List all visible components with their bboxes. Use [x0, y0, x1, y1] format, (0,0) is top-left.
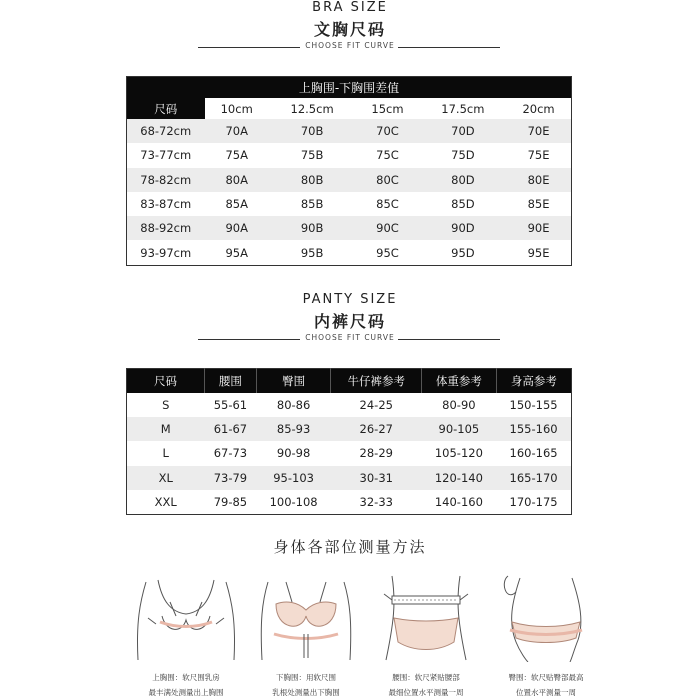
bra-size: 90B	[269, 216, 355, 240]
bra-size: 95A	[225, 245, 248, 260]
bra-size: 95D	[451, 245, 475, 260]
panty-subtitle: CHOOSE FIT CURVE	[305, 333, 395, 342]
upper-bust-figure	[126, 572, 246, 662]
panty-cell: S	[162, 398, 170, 413]
bra-size: 70D	[420, 119, 506, 143]
panty-cell: XL	[127, 466, 205, 490]
bra-size: 90C	[355, 216, 419, 240]
bra-size: 75D	[451, 148, 475, 163]
panty-cell: 73-79	[205, 466, 257, 490]
panty-cell: 24-25	[359, 398, 393, 413]
bra-size: 80E	[506, 168, 571, 192]
caption-line: 位置水平测量一周	[516, 688, 576, 697]
panty-cell: 90-98	[276, 446, 311, 461]
table-row	[127, 490, 572, 515]
bra-band: 88-92cm	[127, 216, 205, 240]
panty-size-table	[126, 368, 572, 515]
bra-size: 85D	[451, 197, 475, 212]
bra-size: 85B	[300, 197, 324, 212]
bra-en-title: BRA SIZE	[312, 0, 388, 15]
table-row	[127, 240, 572, 265]
panty-cell: 30-31	[331, 466, 422, 490]
panty-cell: 67-73	[213, 446, 248, 461]
panty-cell: 100-108	[269, 494, 318, 509]
bra-col: 12.5cm	[290, 101, 334, 116]
bra-size: 70A	[205, 119, 269, 143]
panty-en-title: PANTY SIZE	[302, 292, 398, 307]
panty-cell: XXL	[154, 494, 177, 509]
table-row	[127, 119, 572, 143]
bra-size: 90E	[506, 216, 571, 240]
table-row	[127, 441, 572, 465]
panty-cell: 26-27	[331, 417, 422, 441]
panty-cell: 105-120	[434, 446, 483, 461]
panty-cell: 28-29	[359, 446, 393, 461]
panty-cell: 140-160	[434, 494, 483, 509]
bra-table-header: 上胸围-下胸围差值	[127, 77, 572, 99]
bra-size: 75A	[225, 148, 248, 163]
panty-cell: 165-170	[496, 466, 571, 490]
caption-line: 最丰满处测量出上胸围	[148, 688, 224, 697]
under-bust-figure	[246, 572, 366, 662]
panty-header: 身高参考	[496, 369, 571, 394]
caption-line: 腰围：软尺紧贴腰部	[392, 673, 460, 682]
bra-size: 80D	[420, 168, 506, 192]
bra-section-header	[0, 0, 700, 53]
table-row	[127, 192, 572, 216]
panty-cell: 80-86	[276, 398, 311, 413]
panty-cell: 79-85	[213, 494, 248, 509]
panty-cell: 95-103	[256, 466, 331, 490]
caption-line: 最细位置水平测量一周	[388, 688, 464, 697]
table-row	[127, 417, 572, 441]
panty-cell: 160-165	[509, 446, 558, 461]
measure-title: 身体各部位测量方法	[273, 538, 427, 556]
table-row	[127, 143, 572, 167]
hip-caption	[481, 670, 611, 700]
bra-size: 70E	[506, 119, 571, 143]
bra-size: 90D	[420, 216, 506, 240]
panty-cell: 55-61	[213, 398, 248, 413]
bra-size: 85A	[225, 197, 248, 212]
panty-section-header	[0, 292, 700, 345]
bra-size: 70B	[269, 119, 355, 143]
caption-line: 乳根处测量出下胸围	[272, 688, 340, 697]
bra-size: 80B	[269, 168, 355, 192]
bra-cn-title: 文胸尺码	[313, 20, 386, 39]
table-row	[127, 216, 572, 240]
bra-size: 95B	[300, 245, 324, 260]
bra-size: 80C	[355, 168, 419, 192]
under-bust-caption	[241, 670, 371, 700]
bra-subtitle-rule	[0, 41, 700, 53]
table-row	[127, 168, 572, 192]
caption-line: 臀围：软尺贴臀部最高	[508, 673, 584, 682]
caption-line: 上胸围：软尺围乳房	[152, 673, 220, 682]
panty-header: 体重参考	[422, 369, 497, 394]
waist-figure	[366, 572, 486, 662]
panty-subtitle-rule	[0, 333, 700, 345]
bra-band: 93-97cm	[140, 245, 192, 260]
panty-cell: 170-175	[509, 494, 558, 509]
bra-size: 70C	[355, 119, 419, 143]
bra-col: 15cm	[371, 101, 404, 116]
bra-col: 10cm	[220, 101, 253, 116]
bra-column-row	[127, 98, 572, 119]
panty-cn-title: 内裤尺码	[313, 312, 386, 331]
bra-size: 75E	[527, 148, 550, 163]
hip-figure	[486, 572, 606, 662]
bra-col: 20cm	[522, 101, 555, 116]
table-row	[127, 393, 572, 417]
panty-cell: 155-160	[496, 417, 571, 441]
bra-subtitle: CHOOSE FIT CURVE	[305, 41, 395, 50]
panty-header-row	[127, 369, 572, 394]
bra-band: 68-72cm	[127, 119, 205, 143]
upper-bust-caption	[121, 670, 251, 700]
bra-size: 95E	[527, 245, 550, 260]
caption-line: 下胸围：用软尺围	[276, 673, 336, 682]
bra-size: 90A	[205, 216, 269, 240]
panty-cell: 120-140	[422, 466, 497, 490]
bra-col-key: 尺码	[127, 98, 205, 119]
bra-band: 83-87cm	[140, 197, 192, 212]
panty-cell: 85-93	[256, 417, 331, 441]
panty-header: 尺码	[127, 369, 205, 394]
bra-size: 85E	[527, 197, 550, 212]
panty-header: 腰围	[205, 369, 257, 394]
table-row	[127, 466, 572, 490]
panty-header: 牛仔裤参考	[331, 369, 422, 394]
panty-cell: 150-155	[509, 398, 558, 413]
bra-band: 78-82cm	[127, 168, 205, 192]
panty-cell: M	[127, 417, 205, 441]
bra-band: 73-77cm	[140, 148, 192, 163]
bra-size: 80A	[205, 168, 269, 192]
bra-size: 95C	[376, 245, 399, 260]
bra-size: 85C	[376, 197, 399, 212]
bra-size-table	[126, 76, 572, 266]
panty-cell: L	[162, 446, 169, 461]
panty-cell: 80-90	[442, 398, 476, 413]
bra-size: 75C	[376, 148, 399, 163]
panty-header: 臀围	[256, 369, 331, 394]
bra-size: 75B	[300, 148, 324, 163]
panty-cell: 90-105	[422, 417, 497, 441]
waist-caption	[361, 670, 491, 700]
bra-col: 17.5cm	[441, 101, 485, 116]
panty-cell: 32-33	[359, 494, 393, 509]
panty-cell: 61-67	[205, 417, 257, 441]
